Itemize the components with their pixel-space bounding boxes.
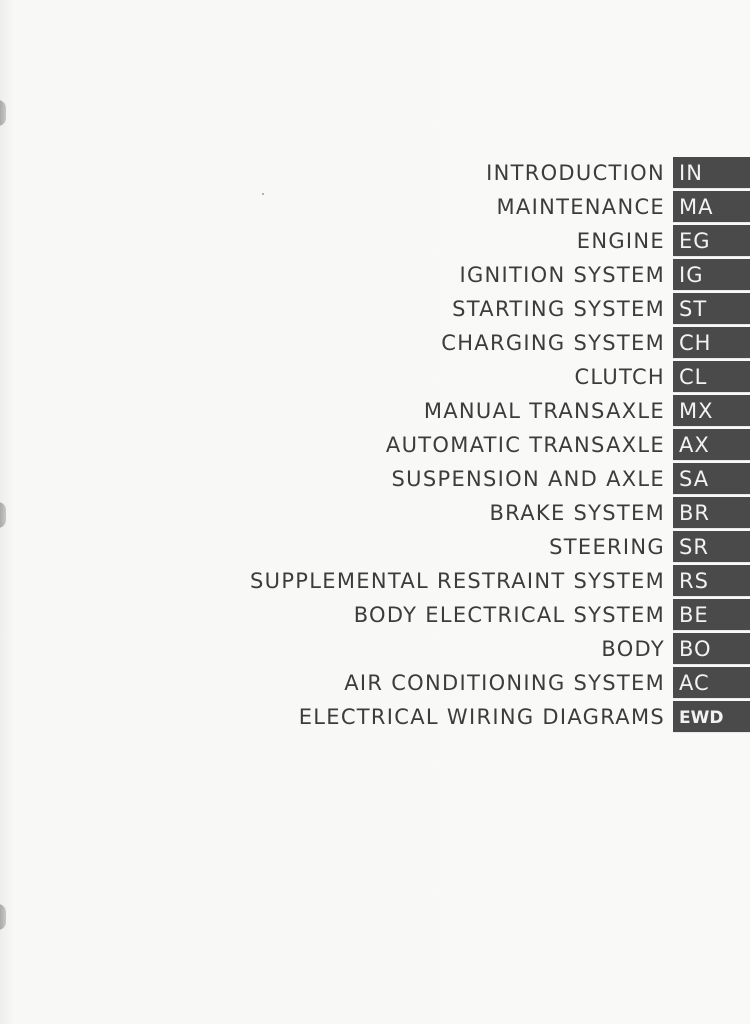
section-code: AX xyxy=(679,433,710,457)
toc-row-suspension-and-axle[interactable] xyxy=(0,462,750,496)
toc-row-body-electrical-system[interactable] xyxy=(0,598,750,632)
binder-hole xyxy=(0,904,6,930)
section-code: EG xyxy=(679,229,711,253)
section-tab[interactable] xyxy=(673,701,750,733)
binder-hole xyxy=(0,100,6,126)
section-title: CHARGING SYSTEM xyxy=(441,331,665,355)
section-title: ENGINE xyxy=(576,229,665,253)
section-title: STEERING xyxy=(549,535,665,559)
toc-row-manual-transaxle[interactable] xyxy=(0,394,750,428)
toc-row-charging-system[interactable] xyxy=(0,326,750,360)
toc-row-automatic-transaxle[interactable] xyxy=(0,428,750,462)
section-tab[interactable] xyxy=(673,225,750,257)
section-tab[interactable] xyxy=(673,293,750,325)
section-tab[interactable] xyxy=(673,599,750,631)
section-tab[interactable] xyxy=(673,361,750,393)
toc-row-electrical-wiring-diagrams[interactable] xyxy=(0,700,750,734)
section-tab[interactable] xyxy=(673,633,750,665)
section-tab[interactable] xyxy=(673,259,750,291)
section-tab[interactable] xyxy=(673,157,750,189)
section-tab[interactable] xyxy=(673,395,750,427)
section-code: ST xyxy=(679,297,708,321)
section-title: MAINTENANCE xyxy=(496,195,665,219)
section-code: MX xyxy=(679,399,714,423)
section-tab[interactable] xyxy=(673,565,750,597)
section-title: SUSPENSION AND AXLE xyxy=(391,467,665,491)
section-title: INTRODUCTION xyxy=(486,161,665,185)
section-title: SUPPLEMENTAL RESTRAINT SYSTEM xyxy=(250,569,665,593)
section-tab[interactable] xyxy=(673,667,750,699)
section-tab[interactable] xyxy=(673,531,750,563)
section-index xyxy=(0,156,750,734)
section-tab[interactable] xyxy=(673,463,750,495)
section-code: IG xyxy=(679,263,704,287)
section-code: SR xyxy=(679,535,709,559)
section-code: AC xyxy=(679,671,710,695)
section-title: AUTOMATIC TRANSAXLE xyxy=(385,433,665,457)
toc-row-starting-system[interactable] xyxy=(0,292,750,326)
section-code: BO xyxy=(679,637,712,661)
toc-row-steering[interactable] xyxy=(0,530,750,564)
toc-row-air-conditioning-system[interactable] xyxy=(0,666,750,700)
section-tab[interactable] xyxy=(673,429,750,461)
toc-row-brake-system[interactable] xyxy=(0,496,750,530)
section-code: BR xyxy=(679,501,710,525)
section-title: CLUTCH xyxy=(574,365,665,389)
section-code: BE xyxy=(679,603,709,627)
section-code: MA xyxy=(679,195,714,219)
section-code: RS xyxy=(679,569,709,593)
toc-row-supplemental-restraint-system[interactable] xyxy=(0,564,750,598)
section-title: ELECTRICAL WIRING DIAGRAMS xyxy=(298,705,665,729)
section-code: EWD xyxy=(679,708,724,728)
toc-row-ignition-system[interactable] xyxy=(0,258,750,292)
section-code: CL xyxy=(679,365,708,389)
toc-row-maintenance[interactable] xyxy=(0,190,750,224)
section-tab[interactable] xyxy=(673,497,750,529)
toc-row-engine[interactable] xyxy=(0,224,750,258)
toc-row-body[interactable] xyxy=(0,632,750,666)
section-title: BODY ELECTRICAL SYSTEM xyxy=(353,603,665,627)
section-tab[interactable] xyxy=(673,191,750,223)
section-title: BRAKE SYSTEM xyxy=(489,501,665,525)
section-code: SA xyxy=(679,467,710,491)
section-code: CH xyxy=(679,331,712,355)
section-title: STARTING SYSTEM xyxy=(452,297,665,321)
section-title: MANUAL TRANSAXLE xyxy=(423,399,665,423)
toc-row-introduction[interactable] xyxy=(0,156,750,190)
section-title: IGNITION SYSTEM xyxy=(459,263,665,287)
section-code: IN xyxy=(679,161,703,185)
section-title: BODY xyxy=(601,637,665,661)
section-tab[interactable] xyxy=(673,327,750,359)
section-title: AIR CONDITIONING SYSTEM xyxy=(344,671,665,695)
toc-row-clutch[interactable] xyxy=(0,360,750,394)
